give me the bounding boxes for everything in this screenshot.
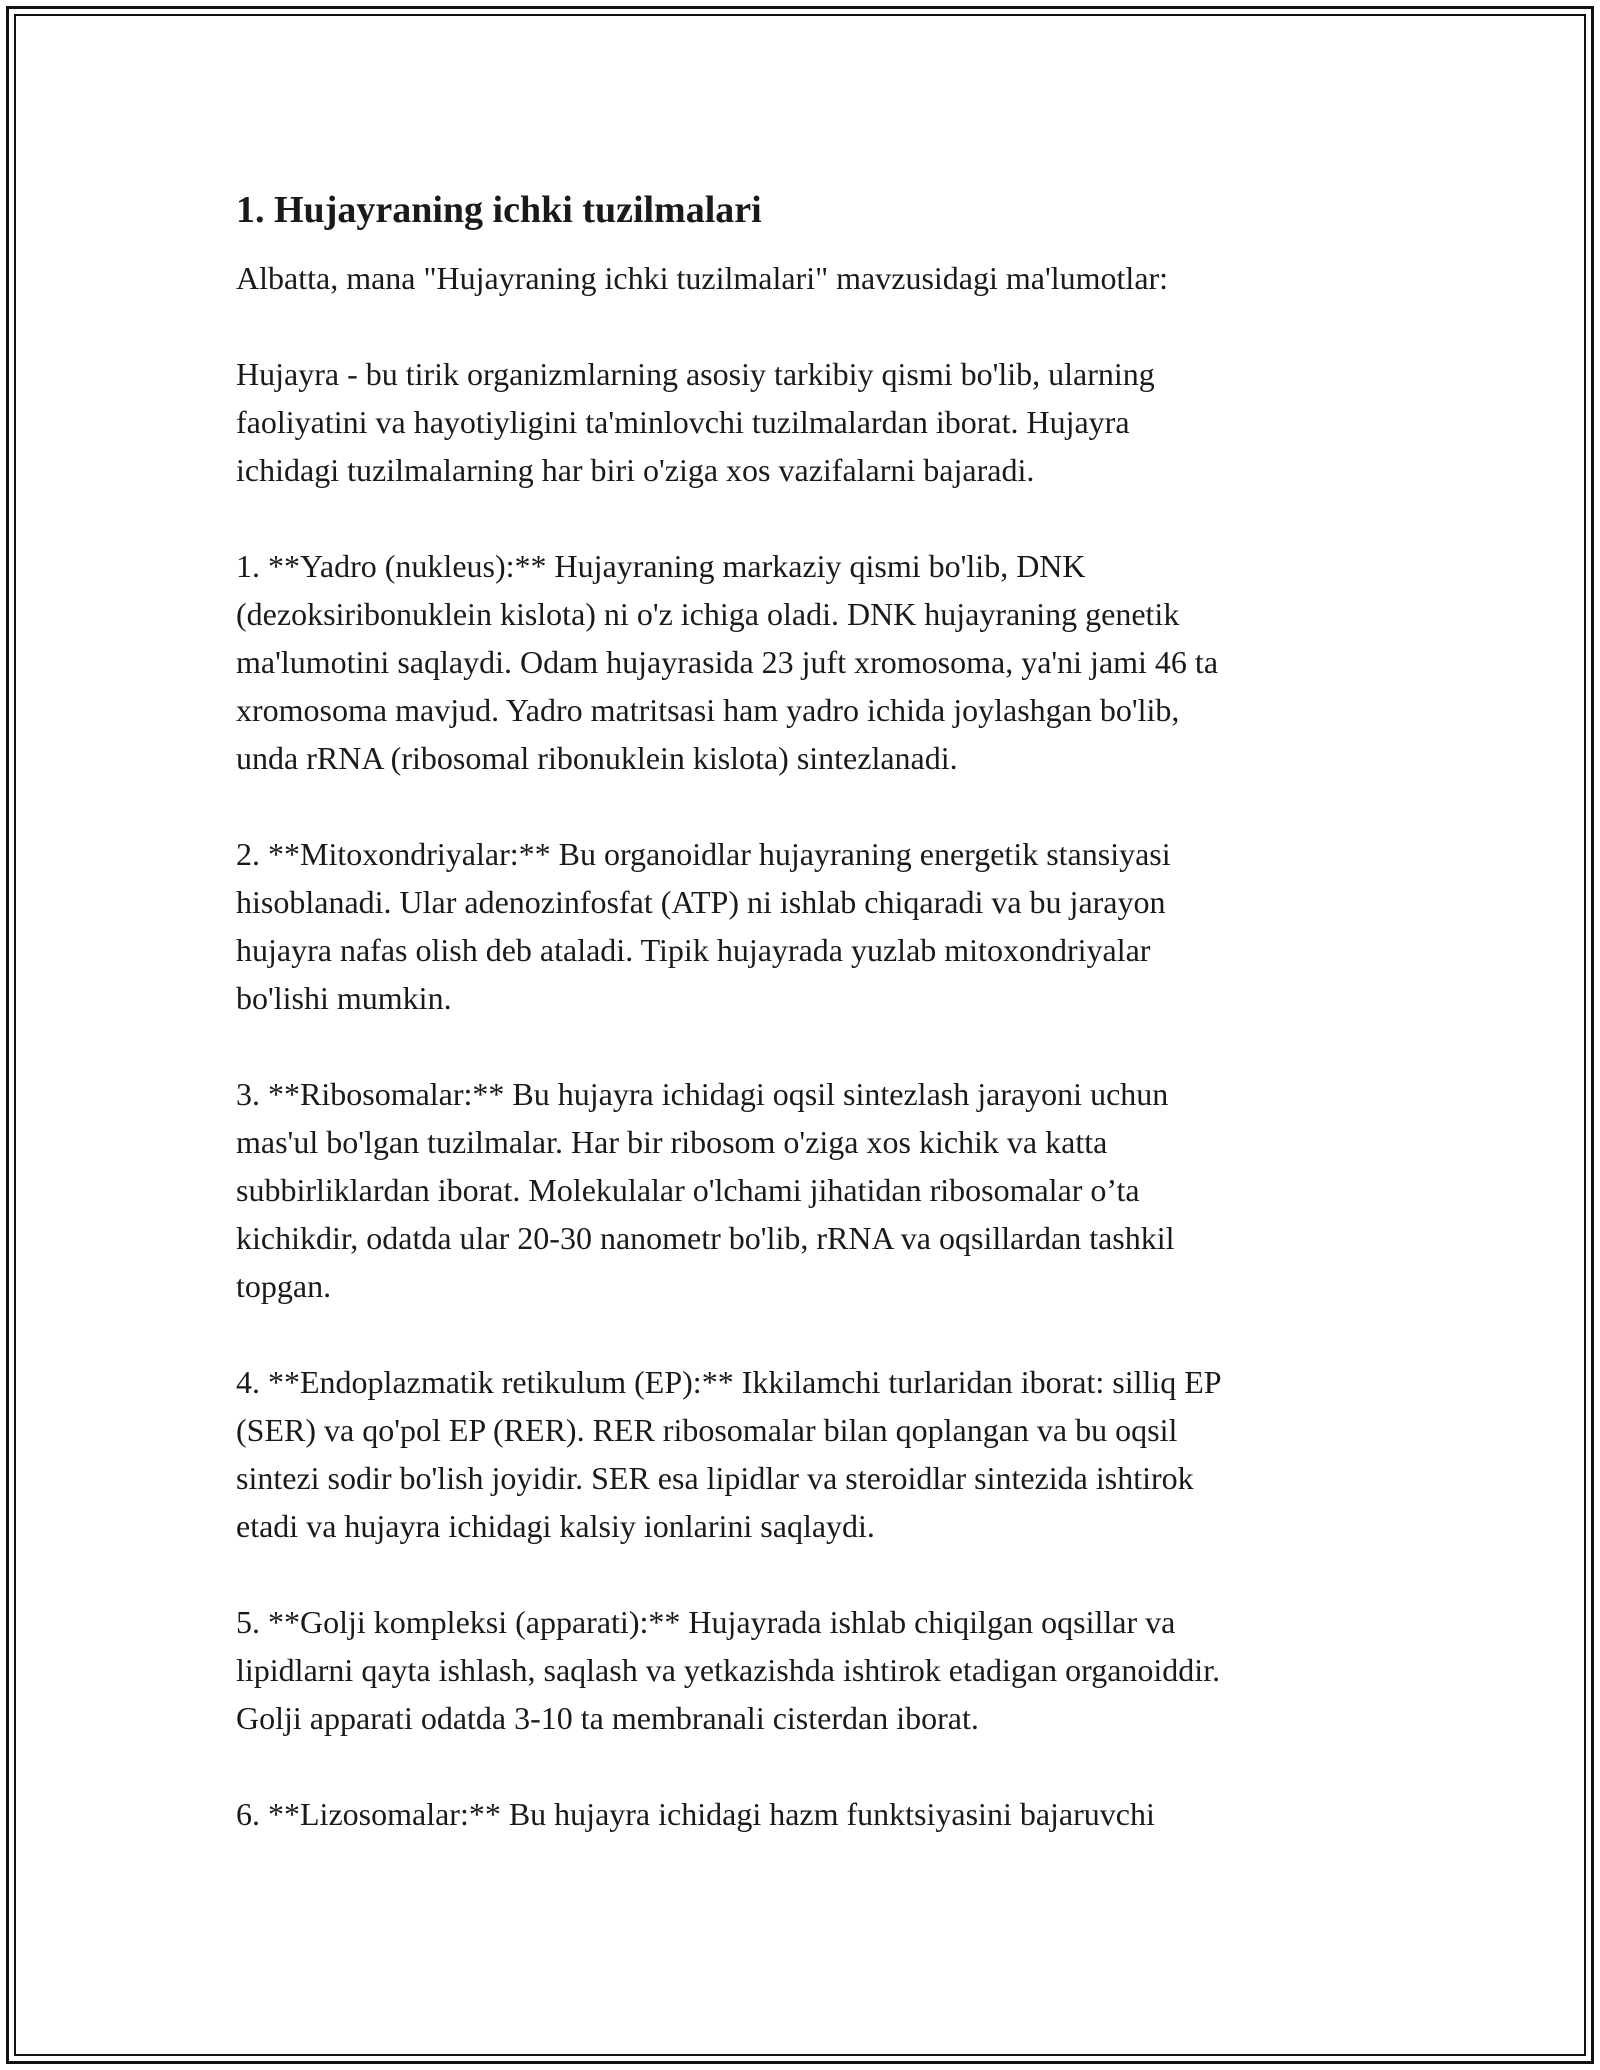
- paragraph-line: Albatta, mana "Hujayraning ichki tuzilmalari" mavzusidagi ma'lumotlar:: [236, 260, 1169, 296]
- paragraph-line: bo'lishi mumkin.: [236, 980, 452, 1016]
- paragraph: [236, 254, 1396, 302]
- paragraph-line: 6. **Lizosomalar:** Bu hujayra ichidagi hazm funktsiyasini bajaruvchi: [236, 1796, 1155, 1832]
- paragraph-line: topgan.: [236, 1268, 332, 1304]
- paragraph-line: hujayra nafas olish deb ataladi. Tipik hujayrada yuzlab mitoxondriyalar: [236, 932, 1151, 968]
- paragraph: [236, 830, 1396, 1022]
- paragraph: [236, 1790, 1396, 1838]
- paragraph-line: sintezi sodir bo'lish joyidir. SER esa lipidlar va steroidlar sintezida ishtirok: [236, 1460, 1194, 1496]
- paragraph-line: ma'lumotini saqlaydi. Odam hujayrasida 23 juft xromosoma, ya'ni jami 46 ta: [236, 644, 1219, 680]
- paragraph-line: 1. **Yadro (nukleus):** Hujayraning markaziy qismi bo'lib, DNK: [236, 548, 1086, 584]
- paragraph-line: 5. **Golji kompleksi (apparati):** Hujayrada ishlab chiqilgan oqsillar va: [236, 1604, 1176, 1640]
- paragraph-line: faoliyatini va hayotiyligini ta'minlovchi tuzilmalardan iborat. Hujayra: [236, 404, 1130, 440]
- paragraph: [236, 1598, 1396, 1742]
- paragraph-line: Golji apparati odatda 3-10 ta membranali cisterdan iborat.: [236, 1700, 979, 1736]
- paragraph-line: Hujayra - bu tirik organizmlarning asosiy tarkibiy qismi bo'lib, ularning: [236, 356, 1155, 392]
- paragraph-line: kichikdir, odatda ular 20-30 nanometr bo'lib, rRNA va oqsillardan tashkil: [236, 1220, 1175, 1256]
- paragraph-line: subbirliklardan iborat. Molekulalar o'lchami jihatidan ribosomalar o’ta: [236, 1172, 1140, 1208]
- paragraph: [236, 1358, 1396, 1550]
- paragraph-line: mas'ul bo'lgan tuzilmalar. Har bir ribosom o'ziga xos kichik va katta: [236, 1124, 1108, 1160]
- paragraph-line: 2. **Mitoxondriyalar:** Bu organoidlar hujayraning energetik stansiyasi: [236, 836, 1171, 872]
- paragraph-line: ichidagi tuzilmalarning har biri o'ziga xos vazifalarni bajaradi.: [236, 452, 1035, 488]
- paragraph-line: (SER) va qo'pol EP (RER). RER ribosomalar bilan qoplangan va bu oqsil: [236, 1412, 1178, 1448]
- document-title: 1. Hujayraning ichki tuzilmalari: [236, 189, 762, 231]
- paragraph-line: (dezoksiribonuklein kislota) ni o'z ichiga oladi. DNK hujayraning genetik: [236, 596, 1180, 632]
- paragraph-line: 3. **Ribosomalar:** Bu hujayra ichidagi oqsil sintezlash jarayoni uchun: [236, 1076, 1169, 1112]
- paragraph-line: etadi va hujayra ichidagi kalsiy ionlarini saqlaydi.: [236, 1508, 875, 1544]
- paragraph-line: hisoblanadi. Ular adenozinfosfat (ATP) ni ishlab chiqaradi va bu jarayon: [236, 884, 1166, 920]
- paragraph-line: lipidlarni qayta ishlash, saqlash va yetkazishda ishtirok etadigan organoiddir.: [236, 1652, 1221, 1688]
- paragraph: [236, 542, 1396, 782]
- paragraph-line: 4. **Endoplazmatik retikulum (EP):** Ikkilamchi turlaridan iborat: silliq EP: [236, 1364, 1222, 1400]
- paragraph: [236, 1070, 1396, 1310]
- paragraph-list: [236, 254, 1396, 1838]
- document-body: [236, 186, 1396, 1886]
- paragraph-line: xromosoma mavjud. Yadro matritsasi ham yadro ichida joylashgan bo'lib,: [236, 692, 1180, 728]
- paragraph: [236, 350, 1396, 494]
- paragraph-line: unda rRNA (ribosomal ribonuklein kislota) sintezlanadi.: [236, 740, 958, 776]
